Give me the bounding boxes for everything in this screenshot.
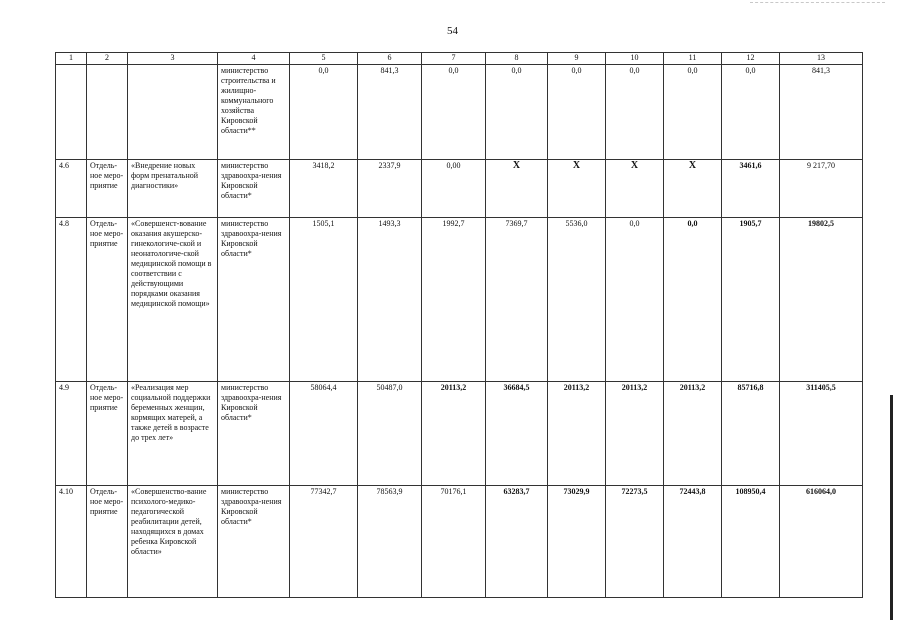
column-header: 7 (422, 53, 486, 65)
column-header: 10 (606, 53, 664, 65)
value-cell: X (606, 160, 664, 218)
total-cell: 311405,5 (780, 382, 863, 486)
activity-name-cell: «Реализация мер социальной поддержки беременных женщин, кормящих матерей, а также детей в возрасте до трех лет» (128, 382, 218, 486)
value-cell: 0,0 (290, 65, 358, 160)
value-cell: 0,0 (722, 65, 780, 160)
executor-cell: министерство здравоохра-нения Кировской области* (218, 382, 290, 486)
row-number-cell: 4.8 (56, 218, 87, 382)
value-cell: 58064,4 (290, 382, 358, 486)
value-cell: 1992,7 (422, 218, 486, 382)
column-header: 3 (128, 53, 218, 65)
status-cell: Отдель-ное меро-приятие (87, 382, 128, 486)
executor-cell: министерство строительства и жилищно-коммунального хозяйства Кировской области** (218, 65, 290, 160)
value-cell: 72273,5 (606, 486, 664, 598)
value-cell: 20113,2 (548, 382, 606, 486)
executor-cell: министерство здравоохра-нения Кировской области* (218, 160, 290, 218)
row-number-cell: 4.6 (56, 160, 87, 218)
value-cell: 0,0 (422, 65, 486, 160)
value-cell: 0,0 (486, 65, 548, 160)
table-row (56, 65, 863, 160)
value-cell: 20113,2 (422, 382, 486, 486)
top-rule (750, 2, 885, 3)
value-cell: 77342,7 (290, 486, 358, 598)
row-number-cell (56, 65, 87, 160)
column-header: 12 (722, 53, 780, 65)
value-cell: 2337,9 (358, 160, 422, 218)
total-cell: 9 217,70 (780, 160, 863, 218)
column-header-row (56, 53, 863, 65)
value-cell: 0,0 (606, 65, 664, 160)
value-cell: 72443,8 (664, 486, 722, 598)
total-cell: 616064,0 (780, 486, 863, 598)
column-header: 6 (358, 53, 422, 65)
value-cell: 7369,7 (486, 218, 548, 382)
value-cell: 20113,2 (606, 382, 664, 486)
value-cell: 0,0 (664, 65, 722, 160)
table-row (56, 382, 863, 486)
page-number: 54 (447, 25, 458, 37)
value-cell: 63283,7 (486, 486, 548, 598)
value-cell: X (486, 160, 548, 218)
executor-cell: министерство здравоохра-нения Кировской области* (218, 486, 290, 598)
value-cell: 1493,3 (358, 218, 422, 382)
executor-cell: министерство здравоохра-нения Кировской области* (218, 218, 290, 382)
table-row (56, 218, 863, 382)
value-cell: 36684,5 (486, 382, 548, 486)
row-number-cell: 4.10 (56, 486, 87, 598)
column-header: 13 (780, 53, 863, 65)
value-cell: 0,0 (664, 218, 722, 382)
value-cell: 3461,6 (722, 160, 780, 218)
column-header: 2 (87, 53, 128, 65)
activity-name-cell: «Внедрение новых форм пренатальной диагностики» (128, 160, 218, 218)
value-cell: 3418,2 (290, 160, 358, 218)
row-number-cell: 4.9 (56, 382, 87, 486)
value-cell: 1505,1 (290, 218, 358, 382)
value-cell: 70176,1 (422, 486, 486, 598)
column-header: 5 (290, 53, 358, 65)
status-cell: Отдель-ное меро-приятие (87, 160, 128, 218)
activity-name-cell: «Совершенство-вание психолого-медико-педагогической реабилитации детей, находящихся в домах ребенка Кировской области» (128, 486, 218, 598)
budget-table (55, 52, 863, 598)
activity-name-cell: «Совершенст-вование оказания акушерско-гинекологиче-ской и неонатологиче-ской медицинской помощи в соответствии с действующими порядками оказания медицинской помощи» (128, 218, 218, 382)
value-cell: 0,00 (422, 160, 486, 218)
value-cell: 78563,9 (358, 486, 422, 598)
status-cell: Отдель-ное меро-приятие (87, 486, 128, 598)
value-cell: 1905,7 (722, 218, 780, 382)
value-cell: 73029,9 (548, 486, 606, 598)
status-cell: Отдель-ное меро-приятие (87, 218, 128, 382)
value-cell: 20113,2 (664, 382, 722, 486)
table-row (56, 160, 863, 218)
total-cell: 19802,5 (780, 218, 863, 382)
value-cell: 0,0 (548, 65, 606, 160)
value-cell: 85716,8 (722, 382, 780, 486)
status-cell (87, 65, 128, 160)
value-cell: 50487,0 (358, 382, 422, 486)
value-cell: 841,3 (358, 65, 422, 160)
column-header: 11 (664, 53, 722, 65)
value-cell: X (664, 160, 722, 218)
column-header: 8 (486, 53, 548, 65)
value-cell: 108950,4 (722, 486, 780, 598)
value-cell: 0,0 (606, 218, 664, 382)
column-header: 9 (548, 53, 606, 65)
value-cell: X (548, 160, 606, 218)
value-cell: 5536,0 (548, 218, 606, 382)
column-header: 4 (218, 53, 290, 65)
activity-name-cell (128, 65, 218, 160)
table-row (56, 486, 863, 598)
scan-edge-bar (890, 395, 893, 620)
column-header: 1 (56, 53, 87, 65)
total-cell: 841,3 (780, 65, 863, 160)
